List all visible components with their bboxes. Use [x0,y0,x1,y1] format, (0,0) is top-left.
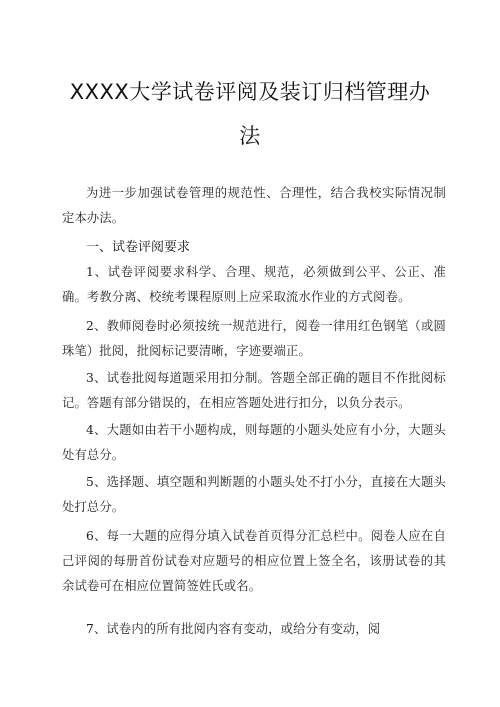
paragraph-item-2: 2、教师阅卷时必须按统一规范进行，阅卷一律用红色钢笔（或圆珠笔）批阅，批阅标记要清晰，字迹要端正。 [62,319,446,358]
document-title-line2: 法 [239,124,261,148]
paragraph-item-1: 1、试卷评阅要求科学、合理、规范，必须做到公平、公正、准确。考教分离、校统考课程原则上应采取流水作业的方式阅卷。 [62,265,446,304]
paragraph-item-4: 4、大题如由若干小题构成，则每题的小题头处应有小分，大题头处有总分。 [62,423,446,462]
paragraph-item-3: 3、试卷批阅每道题采用扣分制。答题全部正确的题目不作批阅标记。答题有部分错误的，在相应答题处进行扣分，以负分表示。 [62,371,446,410]
section-heading: 一、试卷评阅要求 [86,240,191,255]
paragraph-item-5: 5、选择题、填空题和判断题的小题头处不打小分，直接在大题头处打总分。 [62,475,446,514]
paragraph-item-7: 7、试卷内的所有批阅内容有变动，或给分有变动，阅 [86,622,381,636]
paragraph-item-6: 6、每一大题的应得分填入试卷首页得分汇总栏中。阅卷人应在自己评阅的每册首份试卷对应题号的相应位置上签全名，该册试卷的其余试卷可在相应位置简签姓氏或名。 [62,529,446,593]
document-title-line1: XXXX大学试卷评阅及装订归档管理办 [69,80,431,104]
intro-paragraph: 为进一步加强试卷管理的规范性、合理性，结合我校实际情况制定本办法。 [62,186,446,225]
